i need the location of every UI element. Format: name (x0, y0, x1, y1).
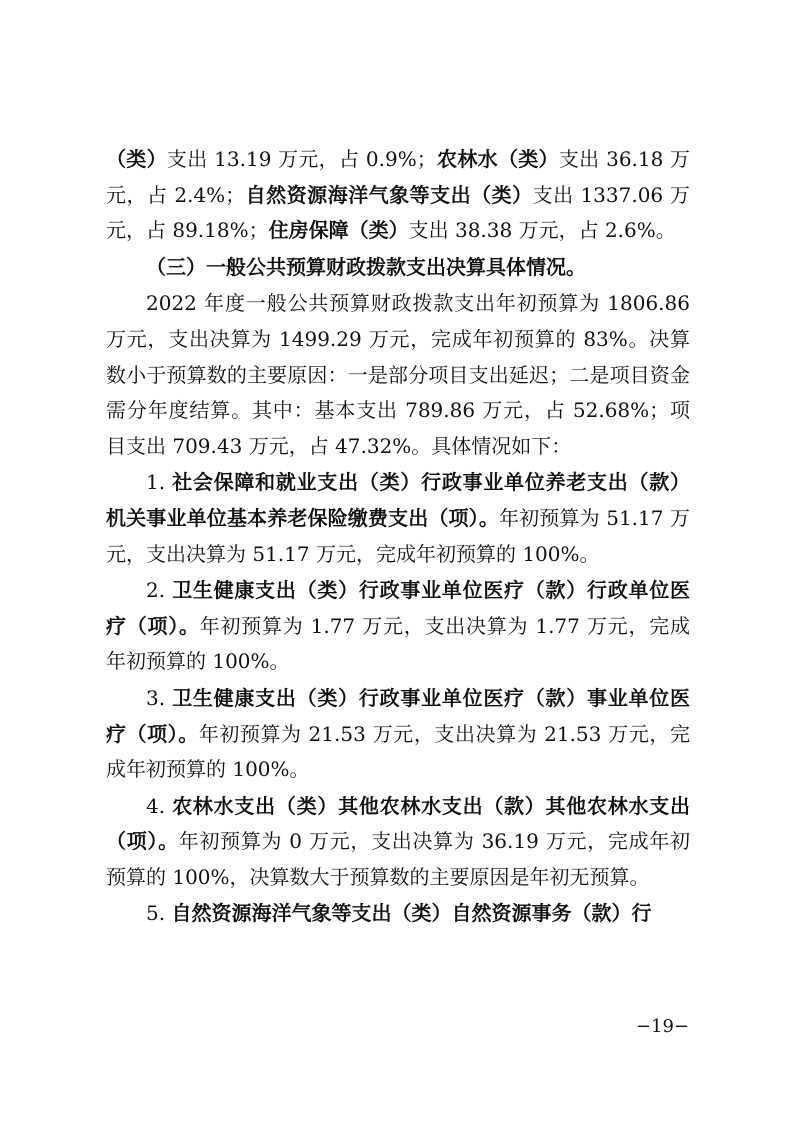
bold-run: 农林水支出（类）其他农林水支出（款）其他农林水支出（项）。 (106, 793, 690, 854)
body-text (106, 142, 690, 932)
bold-run: 自然资源海洋气象等支出（类）自然资源事务（款）行 (171, 901, 652, 926)
bold-run: 农林水（类） (436, 147, 559, 171)
p-item-1 (106, 465, 690, 572)
text-run: 2. (146, 578, 173, 603)
text-run: 支出 13.19 万元，占 0.9%； (166, 147, 437, 171)
bold-run: 卫生健康支出（类）行政事业单位医疗（款）事业单位医疗（项）。 (106, 685, 690, 746)
p-overview (106, 286, 690, 464)
text-run: 1. (146, 470, 173, 495)
p-section-3-heading (106, 250, 690, 286)
bold-run: （类） (106, 147, 167, 171)
bold-run: 住房保障（类） (268, 218, 409, 243)
text-run: 支出 36.18 万元，占 2.4%； (106, 147, 691, 207)
bold-run: 自然资源海洋气象等支出（类） (245, 182, 533, 207)
p-item-2 (106, 573, 690, 680)
p-item-3 (106, 681, 690, 788)
text-run: 2022 年度一般公共预算财政拨款支出年初预算为 1806.86 万元，支出决算为 1499.29 万元，完成年初预算的 83%。决算数小于预算数的主要原因：一是部分项目支出延迟；二是项目资金需分年度结算。其中：基本支出 789.86 万元，占 52.68%；项目支出 709.43 万元，占 47.32%。具体情况如下： (106, 291, 690, 458)
text-run: 年初预算为 51.17 万元，支出决算为 51.17 万元，完成年初预算的 100%。 (106, 505, 690, 566)
text-run: 年初预算为 21.53 万元，支出决算为 21.53 万元，完成年初预算的 100%。 (106, 721, 690, 782)
p-item-5 (106, 896, 690, 932)
bold-run: 卫生健康支出（类）行政事业单位医疗（款）行政单位医疗（项）。 (106, 578, 690, 638)
text-run: 3. (146, 685, 173, 710)
text-run: 4. (146, 793, 173, 818)
text-run: 支出 38.38 万元，占 2.6%。 (408, 218, 676, 243)
bold-run: （三）一般公共预算财政拨款支出决算具体情况。 (146, 254, 586, 279)
text-run: 年初预算为 0 万元，支出决算为 36.19 万元，完成年初预算的 100%，决算数大于预算数的主要原因是年初无预算。 (106, 829, 691, 889)
bold-run: 社会保障和就业支出（类）行政事业单位养老支出（款）机关事业单位基本养老保险缴费支出（项）。 (106, 470, 690, 530)
p-continuation (106, 142, 690, 249)
text-run: 5. (146, 901, 172, 926)
text-run: 支出 1337.06 万元，占 89.18%； (106, 182, 691, 243)
page-number: −19− (635, 1016, 689, 1037)
text-run: 年初预算为 1.77 万元，支出决算为 1.77 万元，完成年初预算的 100%。 (106, 613, 690, 674)
p-item-4 (106, 789, 690, 896)
